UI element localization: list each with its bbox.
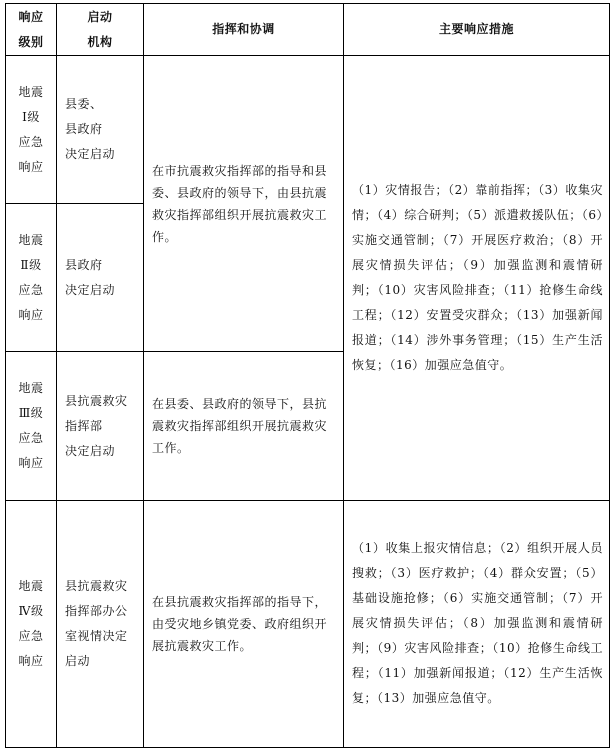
table-row: [6, 500, 610, 747]
response-table: [5, 3, 610, 748]
org-line: 县政府: [65, 122, 103, 137]
measures-cell-shared: [344, 56, 610, 501]
org-line: 决定启动: [65, 282, 116, 297]
header-level: [6, 4, 57, 56]
org-line: 指挥部办公: [65, 603, 128, 618]
level-line: 响应: [18, 307, 44, 322]
header-org: [57, 4, 144, 56]
coord-cell-shared: [144, 56, 344, 352]
level-line: Ⅳ级: [18, 603, 44, 618]
measures-text: （1）收集上报灾情信息；（2）组织开展人员搜救；（3）医疗救护；（4）群众安置；（5）基础设施抢修；（6）实施交通管制；（7）开展灾情损失评估；（8）加强监测和震情研判；（9）灾害风险排查；（10）抢修生命线工程；（11）加强新闻报道；（12）生产生活恢复；（13）加强应急值守。: [352, 541, 603, 706]
header-coord: 指挥和协调: [144, 4, 344, 56]
level-line: 地震: [18, 84, 44, 99]
level-line: 应急: [18, 282, 44, 297]
header-level-line: 响应: [18, 9, 44, 24]
org-cell: [57, 352, 144, 500]
coord-cell: [144, 500, 344, 747]
level-line: 应急: [18, 628, 44, 643]
level-line: 响应: [18, 159, 44, 174]
level-line: 响应: [18, 456, 44, 471]
level-line: 地震: [18, 232, 44, 247]
level-line: Ⅲ级: [18, 406, 44, 421]
org-cell: [57, 56, 144, 204]
org-line: 县抗震救灾: [65, 393, 128, 408]
level-cell: [6, 56, 57, 204]
coord-text: 在市抗震救灾指挥部的指导和县委、县政府的领导下，由县抗震救灾指挥部组织开展抗震救灾工作。: [152, 163, 328, 244]
org-cell: [57, 500, 144, 747]
org-line: 启动: [65, 653, 91, 668]
level-line: 应急: [18, 134, 44, 149]
level-line: 应急: [18, 431, 44, 446]
header-org-line: 机构: [87, 34, 113, 49]
level-line: Ⅰ级: [22, 109, 40, 124]
org-line: 县委、: [65, 97, 103, 112]
measures-text: （1）灾情报告；（2）靠前指挥；（3）收集灾情；（4）综合研判；（5）派遣救援队伍；（6）实施交通管制；（7）开展医疗救治；（8）开展灾情损失评估；（9）加强监测和震情研判；（10）灾害风险排查；（11）抢修生命线工程；（12）安置受灾群众；（13）加强新闻报道；（14）涉外事务管理；（15）生产生活恢复；（16）加强应急值守。: [352, 182, 603, 372]
level-line: Ⅱ级: [20, 257, 42, 272]
level-cell: [6, 204, 57, 352]
coord-text: 在县抗震救灾指挥部的指导下，由受灾地乡镇党委、政府组织开展抗震救灾工作。: [152, 594, 328, 653]
table-row: [6, 56, 610, 204]
level-line: 地震: [18, 578, 44, 593]
level-line: 响应: [18, 653, 44, 668]
level-cell: [6, 500, 57, 747]
header-row: [6, 4, 610, 56]
org-line: 县抗震救灾: [65, 578, 128, 593]
header-level-line: 级别: [18, 34, 44, 49]
org-line: 决定启动: [65, 443, 116, 458]
org-line: 室视情决定: [65, 628, 128, 643]
level-cell: [6, 352, 57, 500]
header-measures: 主要响应措施: [344, 4, 610, 56]
coord-cell: [144, 352, 344, 500]
org-line: 指挥部: [65, 418, 103, 433]
measures-cell: [344, 500, 610, 747]
org-line: 决定启动: [65, 147, 116, 162]
org-cell: [57, 204, 144, 352]
coord-text: 在县委、县政府的领导下，县抗震救灾指挥部组织开展抗震救灾工作。: [152, 397, 328, 456]
header-org-line: 启动: [87, 9, 113, 24]
org-line: 县政府: [65, 257, 103, 272]
level-line: 地震: [18, 381, 44, 396]
